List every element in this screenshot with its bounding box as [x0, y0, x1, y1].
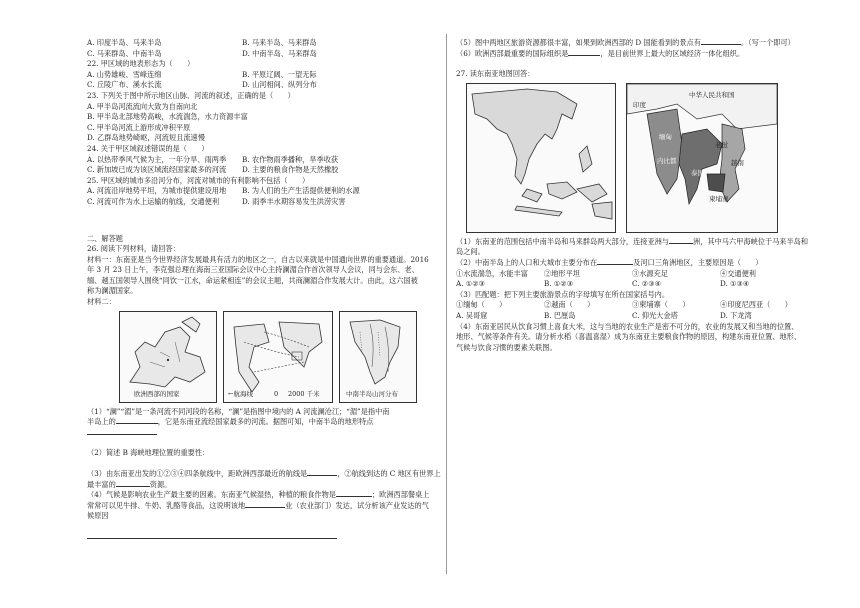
q23-stem: 23. 下列关于图中所示地区山脉、河流的叙述，正确的是（ ） — [87, 90, 295, 100]
q22-option-d: D. 山河相间、纵列分布 — [242, 80, 317, 90]
q27-3-countries — [456, 300, 836, 311]
southeast-asia-map — [466, 83, 616, 233]
q27-2-text-b: 及河口三角洲地区，主要原因是（ ） — [633, 257, 763, 267]
indochina-countries-map-drawing — [627, 84, 777, 232]
q22-option-a: A. 山势雄峻、雪峰连绵 — [87, 69, 162, 79]
q26-1-line1: （1）“澜”“湄”是一条河流不同河段的名称，“澜”是指图中境内的 A 河流澜沧江；“湄”是指中南 — [87, 406, 390, 416]
map-label-india: 印度 — [633, 100, 646, 109]
q24-option-b: B. 农作物雨季播种，旱季收获 — [242, 154, 339, 164]
q27-4-line1: （4）东南亚居民从饮食习惯上喜食大米，这与当地的农业生产是密不可分的，农业的发展又和当地的位置、 — [456, 321, 799, 331]
southeast-asia-map-drawing — [467, 84, 615, 232]
q23-option-d: D. 乙群岛地势崎岖，河流短且流速慢 — [87, 133, 205, 143]
map-label-china: 中华人民共和国 — [689, 90, 735, 99]
q26-4-blank-crop[interactable] — [336, 496, 372, 497]
q27-2-reason-2: ②地形平坦 — [544, 268, 580, 278]
q26-4-text-c: 常常可以见牛排、牛奶、乳酪等食品，这说明该地 — [87, 500, 246, 510]
material1-line1: 材料一：东南亚是当今世界经济发展最具有活力的地区之一，自古以来就是中国通向世界的重要通道。2016 — [87, 254, 429, 264]
q26-1-line2 — [87, 417, 442, 428]
right-column — [456, 38, 836, 353]
q26-6 — [456, 49, 836, 60]
q26-stem: 26. 阅读下列材料，请回答： — [87, 244, 180, 254]
q21-options-row2 — [87, 49, 442, 60]
column-divider — [446, 34, 447, 574]
q24-options-row1 — [87, 155, 442, 166]
q27-stem: 27. 读东南亚地图回答： — [456, 69, 535, 79]
q27-1-line1 — [456, 237, 836, 248]
q27-2-blank-region[interactable] — [597, 264, 633, 265]
q24-option-c: C. 新加坡已成为该区域流经国家最多的河流 — [87, 165, 227, 175]
europe-map — [119, 311, 217, 403]
q27-2-reasons — [456, 269, 836, 280]
q27-3-country-2: ②越南（ ） — [544, 300, 595, 310]
q26-4-blank-industry[interactable] — [245, 507, 285, 508]
q27-2-answer-d: D. ①③④ — [720, 279, 750, 289]
q27-3-country-4: ④印度尼西亚（ ） — [720, 300, 792, 310]
q26-4-line2 — [87, 501, 442, 512]
map-label-cambodia: 柬埔寨 — [709, 194, 729, 203]
q26-4-answer-line — [87, 532, 442, 543]
q27-2-reason-1: ①水流湍急，水能丰富 — [456, 268, 528, 278]
q25-option-c: C. 河流可作为水上运输的航线，交通便利 — [87, 196, 220, 206]
q26-3-line2 — [87, 480, 442, 491]
q27-3-stem: （3）匹配题：把下列主要旅游景点的字母填写在所在国家括号内。 — [456, 289, 670, 299]
q26-5 — [456, 38, 836, 49]
indochina-map-caption: 中南半岛山河分布 — [346, 390, 398, 399]
material1-line3: 缅、越五国领导人围绕“同饮一江水，命运紧相连”的会议主题，共商澜湄合作发展大计。由此，这六国被 — [87, 275, 418, 285]
q26-1-text-b: 半岛上的 — [87, 417, 116, 427]
q23-option-b: B. 甲半岛北部地势高峻，水流湍急，水力资源丰富 — [87, 112, 248, 122]
q27-4-line3: 气候与饮食习惯的要素关联图。 — [456, 342, 557, 352]
route-map — [223, 311, 333, 403]
q24-options-row2 — [87, 165, 442, 176]
q27-2-answer-b: B. ①②③ — [544, 279, 574, 289]
q27-3-country-3: ③柬埔寨（ ） — [632, 300, 690, 310]
q27-1-text-b: 洲，其中马六甲海峡位于马来半岛和 — [693, 236, 809, 246]
q27-1-text-a: （1）东南亚的范围包括中南半岛和马来群岛两大部分，连接亚洲与 — [456, 236, 670, 246]
q26-4-blank-reason[interactable] — [87, 538, 337, 539]
indochina-map — [339, 311, 417, 403]
q26-6-text-b: ，是目前世界上最大的区域经济一体化组织。 — [600, 48, 745, 58]
q26-4-text-d: 业（农业部门）发达，试分析该产业发达的气 — [285, 500, 429, 510]
map-label-thailand: 泰国 — [691, 168, 704, 177]
q26-4-line1 — [87, 490, 442, 501]
europe-map-caption: 欧洲西部的国家 — [134, 390, 180, 399]
q26-4-line3: 候原因 — [87, 511, 109, 521]
q25-option-b: B. 为人们的生产生活提供便利的水源 — [242, 186, 360, 196]
q26-6-text-a: （6）欧洲西部最重要的国际组织是 — [456, 48, 569, 58]
material1-line4: 称为澜湄国家。 — [87, 286, 138, 296]
q26-5-text-b: 。（写一个即可） — [740, 38, 795, 47]
q22-option-c: C. 丘陵广布、溪水长流 — [87, 80, 162, 90]
q22-option-b: B. 平原辽阔、一望无际 — [242, 69, 317, 79]
q25-stem: 25. 甲区域的城市多沿河分布，河流对城市的有利影响不包括（ ） — [87, 175, 310, 185]
indochina-countries-map — [626, 83, 778, 233]
q25-option-d: D. 雨季丰水期容易发生洪涝灾害 — [242, 196, 346, 206]
q27-3-sites — [456, 311, 836, 322]
q26-3-text-d: 资源。 — [149, 479, 172, 489]
q26-1-line3 — [87, 428, 442, 439]
q27-4-line2: 地形、气候等条件有关。请分析水稻（喜温喜湿）成为东南亚主要粮食作物的原因，构建东南亚位置、地形、 — [456, 332, 802, 342]
q27-2-reason-3: ③水源充足 — [632, 268, 668, 278]
q27-3-site-c: C. 仰光大金塔 — [632, 310, 678, 320]
q26-3-text-c: 最丰富的 — [87, 479, 116, 489]
map-label-laos: 老挝 — [715, 140, 728, 149]
q27-2-text-a: （2）中南半岛上的人口和大城市主要分布在 — [456, 257, 598, 267]
route-map-scale-zero: 0 — [274, 390, 279, 399]
q26-4-text-b: ；欧洲西部餐桌上 — [371, 490, 430, 500]
q26-3-line1 — [87, 469, 442, 480]
q26-1-text-c: ，它是东南亚流经国家最多的河流。据图可知，中南半岛的地形特点 — [157, 417, 374, 427]
q26-1-blank-terrain[interactable] — [87, 434, 157, 435]
q26-5-blank-site[interactable] — [701, 44, 741, 45]
q24-option-d: D. 主要的粮食作物是天然橡胶 — [242, 165, 339, 175]
q27-3-site-a: A. 吴哥窟 — [456, 310, 488, 320]
q26-3-text-b: ，②航线到达的 C 地区有世界上 — [337, 469, 441, 479]
q26-6-blank-org[interactable] — [568, 55, 600, 56]
q26-3-blank-resource[interactable] — [116, 486, 150, 487]
map-label-myanmar: 缅甸 — [659, 132, 672, 141]
q27-2-answer-a: A. ①②③ — [456, 279, 486, 289]
q27-1-line2: 岛之间。 — [456, 247, 485, 257]
q23-option-c: C. 甲半岛河流上游形成冲积平原 — [87, 122, 191, 132]
q25-option-a: A. 河流沿岸地势平坦，为城市提供建设用地 — [87, 186, 227, 196]
left-column — [87, 38, 442, 543]
q26-4-text-a: （4）气候是影响农业生产最主要的因素。东南亚气候湿热，种植的粮食作物是 — [87, 490, 336, 500]
q27-3-country-1: ①缅甸（ ） — [456, 300, 507, 310]
q24-stem: 24. 关于甲区域叙述错误的是（ ） — [87, 143, 209, 153]
q22-stem: 22. 甲区域的地表形态为（ ） — [87, 59, 195, 69]
material2-label: 材料二： — [87, 297, 116, 307]
q27-2-line1 — [456, 258, 836, 269]
material2-maps — [119, 311, 442, 403]
q27-maps — [466, 83, 836, 233]
q26-2: （2）简述 B 海峡地理位置的重要性： — [87, 448, 210, 458]
q21-option-d: D. 中南半岛、马来群岛 — [242, 48, 317, 58]
q25-options-row1 — [87, 186, 442, 197]
q27-2-reason-4: ④交通便利 — [720, 268, 756, 278]
route-map-scale-km: 2000 千米 — [288, 390, 320, 399]
material1-line2: 年 3 月 23 日上午，李克强总理在海南三亚国际会议中心主持澜湄合作首次领导人会议，同与会东、老、 — [87, 265, 419, 275]
q27-2-answers — [456, 279, 836, 290]
q26-3-text-a: （3）由东南亚出发的①②③④四条航线中，距欧洲西部最近的航线是 — [87, 469, 308, 479]
q22-options-row2 — [87, 80, 442, 91]
q26-5-text-a: （5）图中两地区旅游资源都很丰富，如果到欧洲西部的 D 国能看到的景点有 — [456, 38, 701, 47]
q21-option-a: A. 印度半岛、马来半岛 — [87, 38, 162, 47]
map-label-vietnam: 越南 — [731, 158, 744, 167]
q21-option-c: C. 马来群岛、中南半岛 — [87, 48, 162, 58]
q27-3-site-d: D. 下龙湾 — [720, 310, 752, 320]
map-label-naypyidaw: 内比都 — [657, 156, 677, 165]
q21-options-row1 — [87, 38, 442, 49]
section-heading: 二、解答题 — [87, 233, 123, 243]
q23-option-a: A. 甲半岛河流流向大致为自南向北 — [87, 101, 198, 111]
q26-1-blank-river[interactable] — [116, 423, 158, 424]
q25-options-row2 — [87, 197, 442, 208]
q27-2-answer-c: C. ②③④ — [632, 279, 662, 289]
route-map-legend: ←航海线 — [228, 390, 253, 399]
q27-1-blank-continent[interactable] — [669, 243, 693, 244]
q21-option-b: B. 马来半岛、马来群岛 — [242, 38, 317, 47]
q27-3-site-b: B. 巴厘岛 — [544, 310, 576, 320]
q26-3-blank-route[interactable] — [307, 475, 337, 476]
q24-option-a: A. 以热带季风气候为主，一年分旱、雨两季 — [87, 154, 227, 164]
q22-options-row1 — [87, 70, 442, 81]
